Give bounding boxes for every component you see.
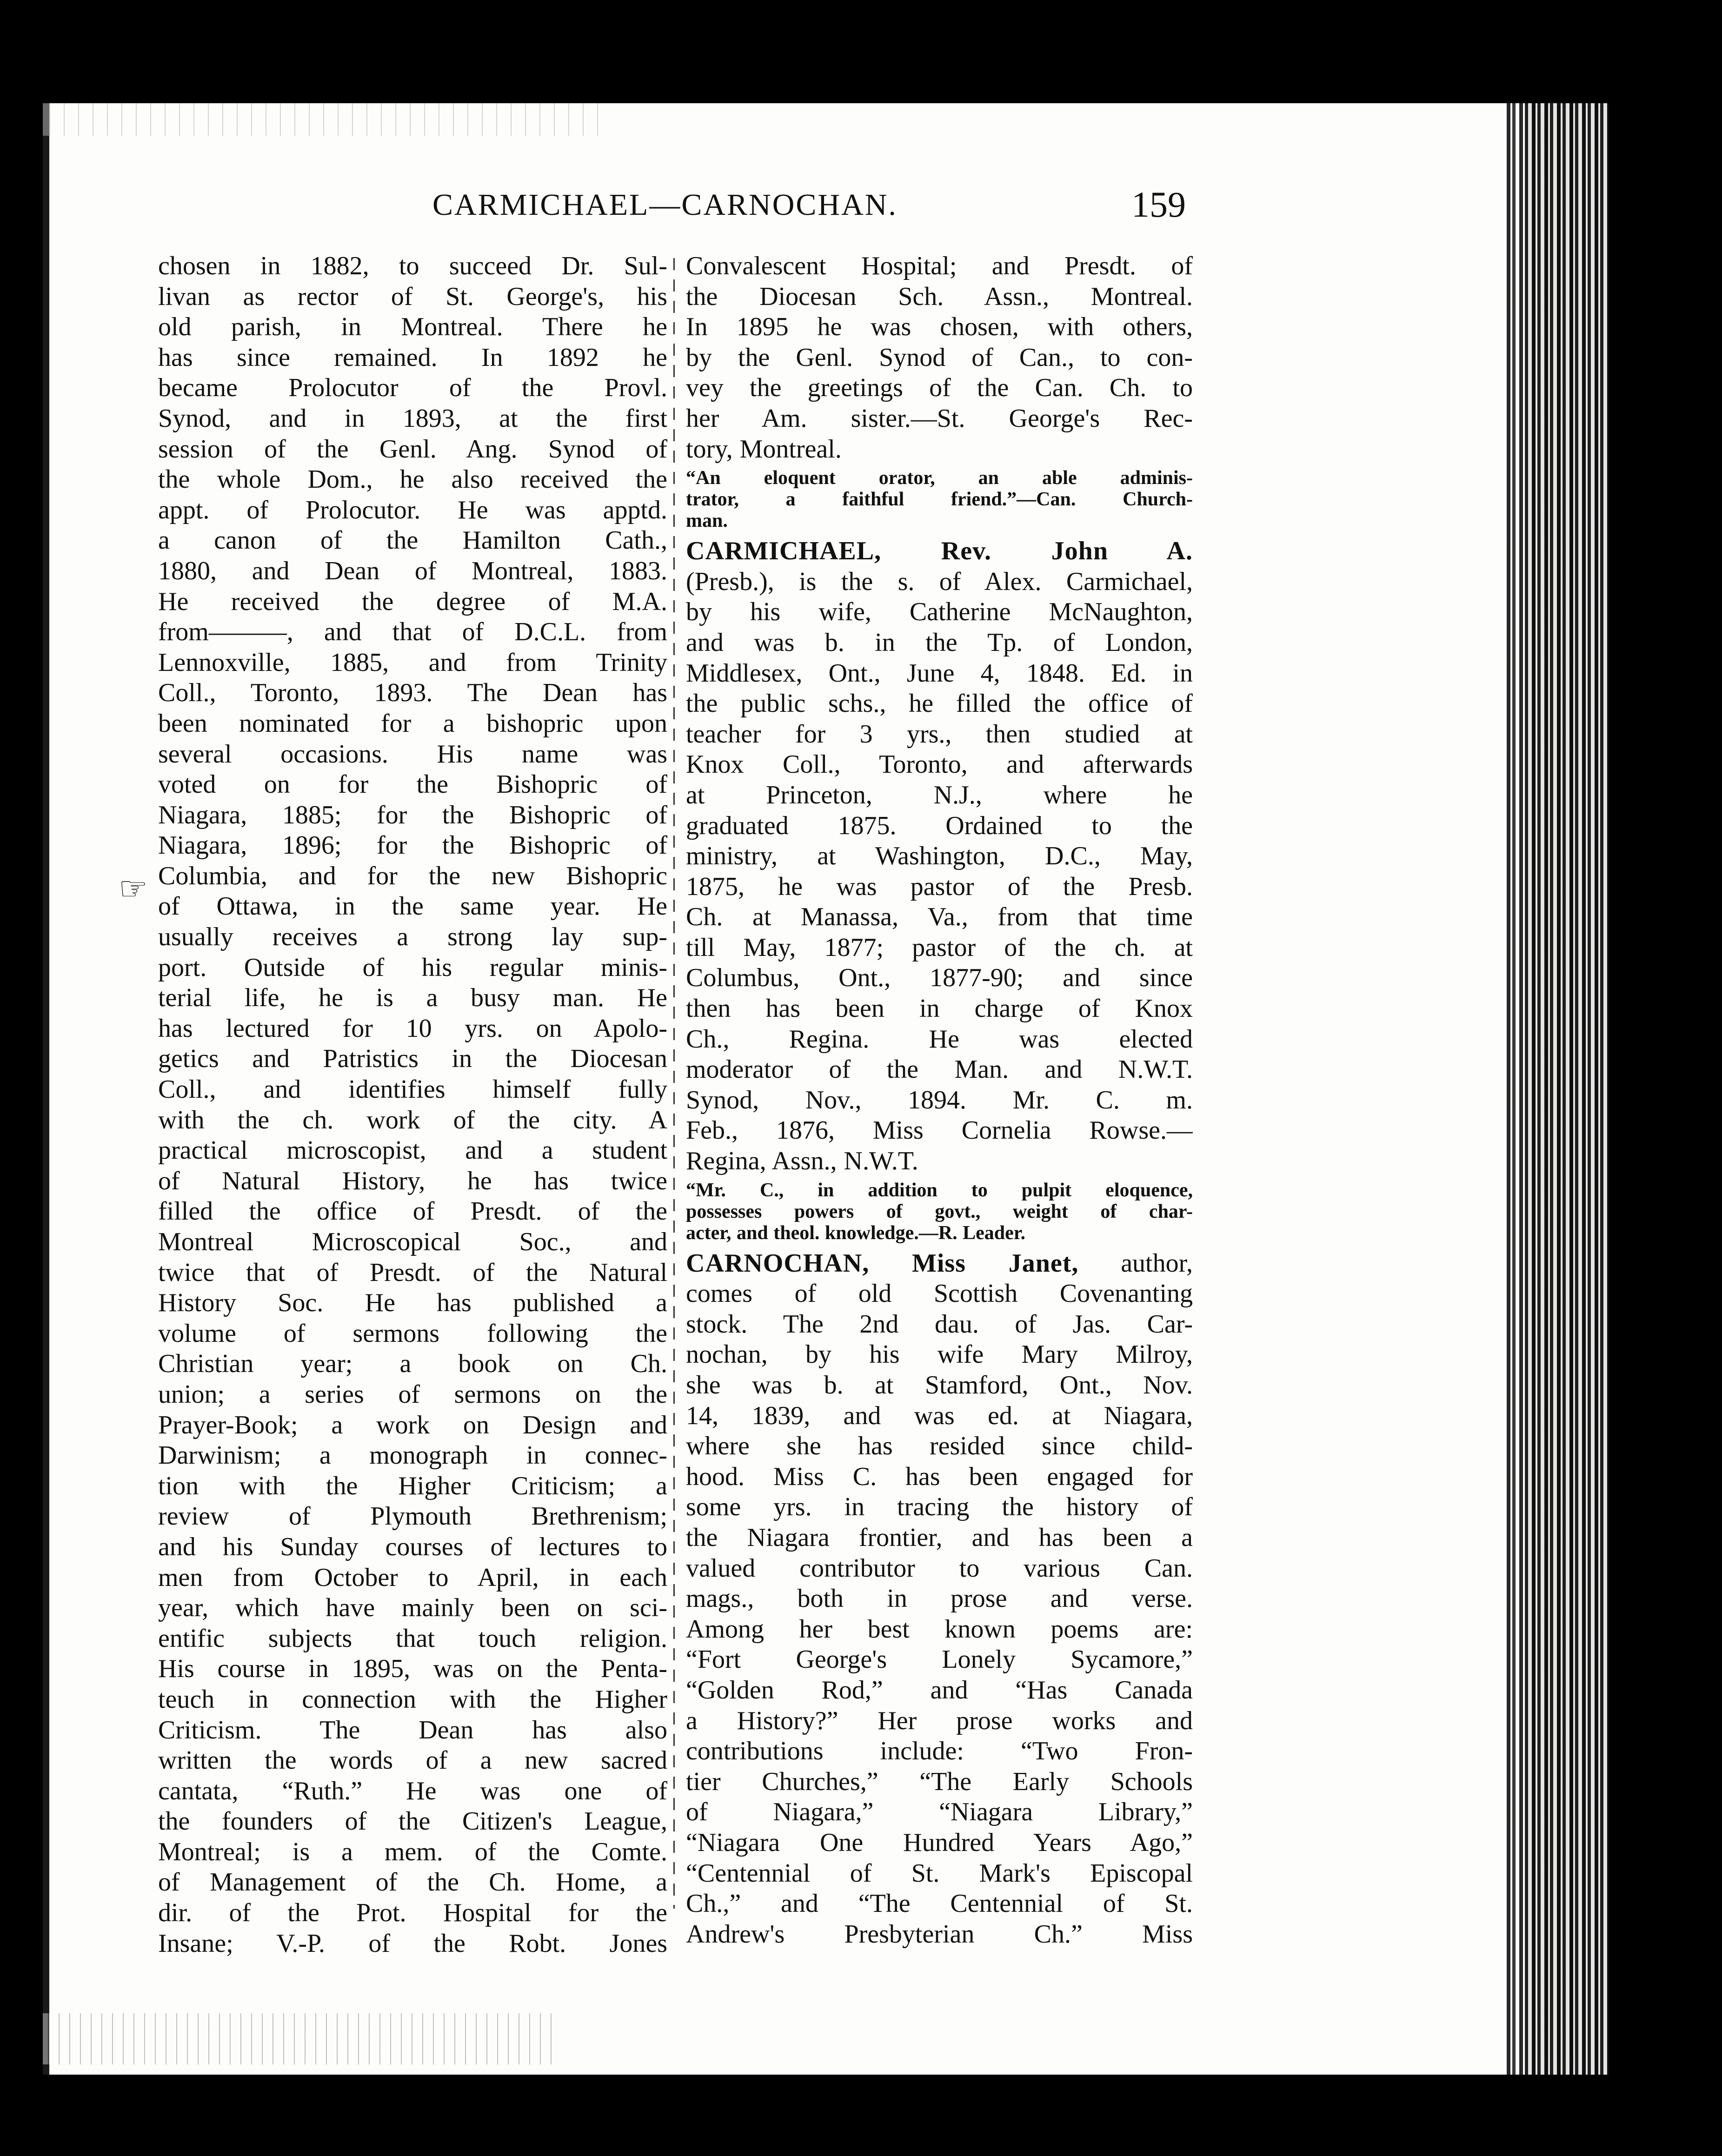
text-line: of Niagara,” “Niagara Library,” — [686, 1798, 1193, 1827]
text-line: Columbus, Ont., 1877-90; and since — [686, 963, 1193, 993]
text-line: “Fort George's Lonely Sycamore,” — [686, 1645, 1193, 1674]
text-line: acter, and theol. knowledge.—R. Leader. — [686, 1222, 1026, 1244]
text-line: ministry, at Washington, D.C., May, — [686, 842, 1193, 871]
text-line: tion with the Higher Criticism; a — [158, 1471, 667, 1500]
text-line: entific subjects that touch religion. — [158, 1624, 667, 1653]
text-line: contributions include: “Two Fron- — [686, 1737, 1193, 1766]
text-line: became Prolocutor of the Provl. — [158, 373, 667, 403]
text-line: Ch., Regina. He was elected — [686, 1024, 1193, 1054]
text-line: In 1895 he was chosen, with others, — [686, 312, 1193, 342]
text-line: nochan, by his wife Mary Milroy, — [686, 1340, 1193, 1369]
scan-noise-top — [43, 103, 601, 136]
entry-heading-rest: author, — [1121, 1248, 1193, 1278]
page-left-edge-shadow — [43, 103, 49, 2075]
text-line: Knox Coll., Toronto, and afterwards — [686, 750, 1193, 779]
entry-body — [686, 1279, 1193, 1950]
right-column — [686, 251, 1193, 1950]
text-line: the public schs., he filled the office of — [686, 689, 1193, 718]
text-line: session of the Genl. Ang. Synod of — [158, 434, 667, 464]
text-line: men from October to April, in each — [158, 1563, 667, 1592]
page-header — [153, 184, 1186, 226]
text-line: twice that of Presdt. of the Natural — [158, 1258, 667, 1287]
text-line: Ch. at Manassa, Va., from that time — [686, 902, 1193, 932]
text-line: Montreal; is a mem. of the Comte. — [158, 1837, 667, 1866]
text-line: of Ottawa, in the same year. He — [158, 892, 667, 921]
text-line: has since remained. In 1892 he — [158, 343, 667, 372]
text-line: Synod, and in 1893, at the first — [158, 404, 667, 433]
text-line: her Am. sister.—St. George's Rec- — [686, 404, 1193, 433]
text-line: Feb., 1876, Miss Cornelia Rowse.— — [686, 1116, 1193, 1145]
text-line: History Soc. He has published a — [158, 1288, 667, 1318]
text-line: tier Churches,” “The Early Schools — [686, 1767, 1193, 1796]
entry-heading-line — [686, 536, 1193, 567]
text-line: 1880, and Dean of Montreal, 1883. — [158, 556, 667, 585]
text-line: Ch.,” and “The Centennial of St. — [686, 1889, 1193, 1918]
text-line: comes of old Scottish Covenanting — [686, 1279, 1193, 1308]
text-line: hood. Miss C. has been engaged for — [686, 1462, 1193, 1491]
entry-quote — [686, 1180, 1193, 1244]
page-number: 159 — [1131, 184, 1186, 225]
text-line: year, which have mainly been on sci- — [158, 1593, 667, 1623]
text-line: a History?” Her prose works and — [686, 1706, 1193, 1735]
margin-pointing-hand-mark: ☞ — [119, 871, 148, 907]
text-line: the founders of the Citizen's League, — [158, 1807, 667, 1836]
text-line: Convalescent Hospital; and Presdt. of — [686, 252, 1193, 280]
entry-heading-line — [686, 1248, 1193, 1279]
text-line: Synod, Nov., 1894. Mr. C. m. — [686, 1085, 1193, 1114]
text-line: of Natural History, he has twice — [158, 1166, 667, 1195]
text-line: where she has resided since child- — [686, 1432, 1193, 1461]
text-line: Coll., and identifies himself fully — [158, 1075, 667, 1104]
text-line: volume of sermons following the — [158, 1319, 667, 1348]
entry-heading: CARNOCHAN, Miss Janet, — [686, 1248, 1079, 1278]
text-line: a canon of the Hamilton Cath., — [158, 526, 667, 555]
text-line: teacher for 3 yrs., then studied at — [686, 719, 1193, 749]
text-line: “Niagara One Hundred Years Ago,” — [686, 1828, 1193, 1857]
text-line: His course in 1895, was on the Penta- — [158, 1654, 667, 1684]
text-line: written the words of a new sacred — [158, 1746, 667, 1775]
text-line: of Management of the Ch. Home, a — [158, 1868, 667, 1897]
scan-noise-bottom — [43, 2013, 554, 2064]
text-line: then has been in charge of Knox — [686, 994, 1193, 1023]
text-line: Montreal Microscopical Soc., and — [158, 1227, 667, 1256]
entry-quote — [686, 467, 1193, 531]
book-binding-edge — [1507, 103, 1609, 2075]
text-line: several occasions. His name was — [158, 739, 667, 769]
text-line: Among her best known poems are: — [686, 1614, 1193, 1644]
text-line: chosen in 1882, to succeed Dr. Sul- — [158, 252, 667, 280]
text-line: appt. of Prolocutor. He was apptd. — [158, 495, 667, 524]
text-line: filled the office of Presdt. of the — [158, 1197, 667, 1226]
entry-heading: CARMICHAEL, Rev. John A. — [686, 537, 1193, 566]
running-head: CARMICHAEL—CARNOCHAN. — [432, 188, 898, 222]
text-line: 1875, he was pastor of the Presb. — [686, 872, 1193, 901]
text-line: usually receives a strong lay sup- — [158, 922, 667, 952]
text-line: Darwinism; a monograph in connec- — [158, 1441, 667, 1470]
entry-continuation — [686, 251, 1193, 464]
text-line: by his wife, Catherine McNaughton, — [686, 597, 1193, 627]
text-line: with the ch. work of the city. A — [158, 1105, 667, 1134]
text-line: graduated 1875. Ordained to the — [686, 811, 1193, 840]
text-line: getics and Patristics in the Diocesan — [158, 1044, 667, 1074]
text-line: been nominated for a bishopric upon — [158, 709, 667, 738]
text-line: the Niagara frontier, and has been a — [686, 1523, 1193, 1552]
column-divider — [673, 258, 675, 1909]
text-line: the Diocesan Sch. Assn., Montreal. — [686, 282, 1193, 311]
text-line: “Golden Rod,” and “Has Canada — [686, 1675, 1193, 1705]
text-line: valued contributor to various Can. — [686, 1553, 1193, 1583]
text-line: tory, Montreal. — [686, 434, 842, 464]
text-line: man. — [686, 510, 728, 532]
text-line: Insane; V.-P. of the Robt. Jones — [158, 1929, 667, 1958]
text-line: some yrs. in tracing the history of — [686, 1493, 1193, 1522]
text-line: Niagara, 1896; for the Bishopric of — [158, 831, 667, 860]
text-line: livan as rector of St. George's, his — [158, 282, 667, 311]
text-line: till May, 1877; pastor of the ch. at — [686, 933, 1193, 962]
entry-body — [686, 567, 1193, 1177]
text-line: Coll., Toronto, 1893. The Dean has — [158, 678, 667, 708]
text-line: voted on for the Bishopric of — [158, 770, 667, 799]
text-line: vey the greetings of the Can. Ch. to — [686, 373, 1193, 403]
text-line: teuch in connection with the Higher — [158, 1685, 667, 1714]
text-line: trator, a faithful friend.”—Can. Church- — [686, 489, 1193, 511]
text-line: Niagara, 1885; for the Bishopric of — [158, 800, 667, 829]
text-line: the whole Dom., he also received the — [158, 465, 667, 494]
text-line: 14, 1839, and was ed. at Niagara, — [686, 1401, 1193, 1430]
text-line: Middlesex, Ont., June 4, 1848. Ed. in — [686, 658, 1193, 688]
text-line: Andrew's Presbyterian Ch.” Miss — [686, 1919, 1193, 1949]
text-line: dir. of the Prot. Hospital for the — [158, 1898, 667, 1928]
text-line: He received the degree of M.A. — [158, 587, 667, 616]
text-line: by the Genl. Synod of Can., to con- — [686, 343, 1193, 372]
text-line: cantata, “Ruth.” He was one of — [158, 1776, 667, 1805]
text-line: review of Plymouth Brethrenism; — [158, 1502, 667, 1531]
text-line: Criticism. The Dean has also — [158, 1715, 667, 1745]
text-line: “Centennial of St. Mark's Episcopal — [686, 1858, 1193, 1888]
text-line: union; a series of sermons on the — [158, 1380, 667, 1409]
text-line: from———, and that of D.C.L. from — [158, 617, 667, 647]
text-line: (Presb.), is the s. of Alex. Carmichael, — [686, 567, 1193, 596]
text-line: Regina, Assn., N.W.T. — [686, 1147, 918, 1176]
text-line: mags., both in prose and verse. — [686, 1584, 1193, 1613]
text-line: possesses powers of govt., weight of char- — [686, 1201, 1193, 1222]
text-line: “Mr. C., in addition to pulpit eloquence, — [686, 1179, 1193, 1201]
text-line: “An eloquent orator, an able adminis- — [686, 467, 1193, 489]
text-line: and was b. in the Tp. of London, — [686, 628, 1193, 657]
text-line: has lectured for 10 yrs. on Apolo- — [158, 1014, 667, 1043]
text-line: Christian year; a book on Ch. — [158, 1349, 667, 1379]
text-line: moderator of the Man. and N.W.T. — [686, 1055, 1193, 1084]
text-line: Columbia, and for the new Bishopric — [158, 861, 667, 890]
text-line: Lennoxville, 1885, and from Trinity — [158, 648, 667, 677]
text-line: port. Outside of his regular minis- — [158, 953, 667, 982]
text-line: practical microscopist, and a student — [158, 1136, 667, 1165]
text-line: stock. The 2nd dau. of Jas. Car- — [686, 1309, 1193, 1339]
text-line: she was b. at Stamford, Ont., Nov. — [686, 1371, 1193, 1400]
text-line: terial life, he is a busy man. He — [158, 983, 667, 1013]
text-line: and his Sunday courses of lectures to — [158, 1532, 667, 1561]
text-line: at Princeton, N.J., where he — [686, 780, 1193, 809]
text-line: Prayer-Book; a work on Design and — [158, 1410, 667, 1440]
text-line: old parish, in Montreal. There he — [158, 312, 667, 342]
left-column — [158, 251, 667, 1959]
